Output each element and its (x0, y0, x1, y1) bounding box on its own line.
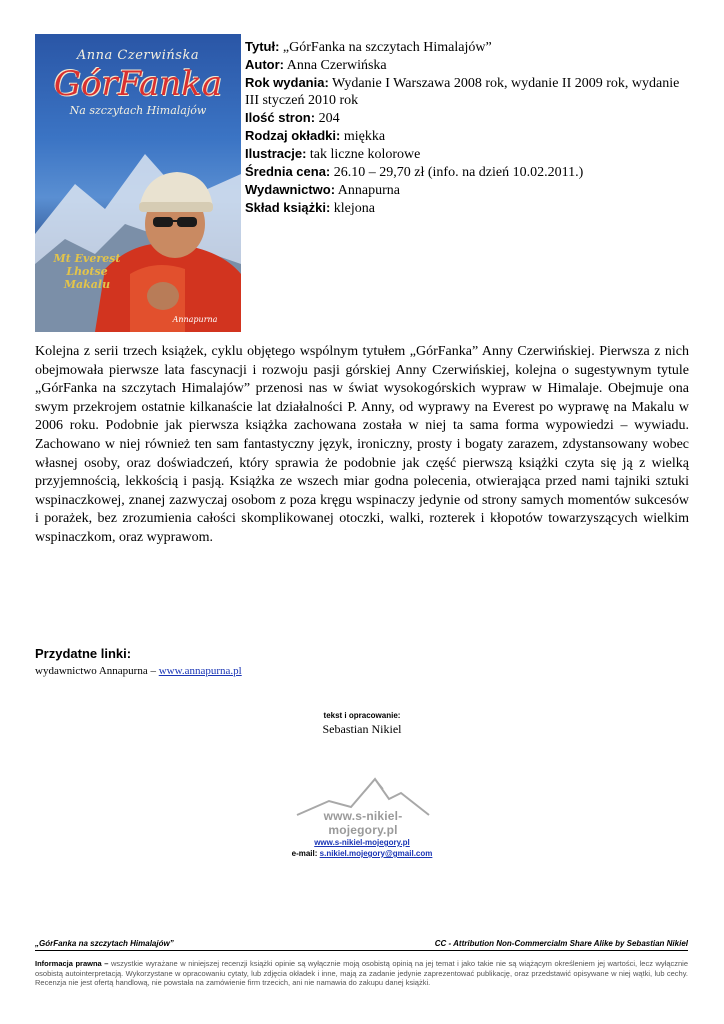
detail-label: Rodzaj okładki: (245, 128, 341, 143)
site-logo (289, 775, 437, 835)
links-line (35, 665, 242, 677)
email-link[interactable]: s.nikiel.mojegory@gmail.com (319, 849, 433, 858)
detail-label: Ilość stron: (245, 110, 316, 125)
detail-row-title (245, 38, 685, 56)
detail-label: Rok wydania: (245, 75, 329, 90)
email-label: e-mail: (291, 849, 320, 858)
detail-value: miękka (343, 129, 386, 144)
book-cover-image (35, 34, 241, 332)
detail-value: Wydanie I Warszawa 2008 rok, wydanie II 2009 rok, wydanie III styczeń 2010 rok (245, 76, 680, 108)
cover-peak-item: Mt Everest (53, 252, 121, 265)
cover-publisher-logo: Annapurna (172, 315, 218, 324)
legal-notice (35, 959, 688, 988)
cover-author-text: Anna Czerwińska (76, 48, 200, 63)
page-footer (35, 939, 688, 951)
link-prefix: wydawnictwo Annapurna – (35, 665, 159, 677)
detail-row-author (245, 56, 685, 74)
detail-label: Autor: (245, 57, 284, 72)
detail-label: Tytuł: (245, 39, 280, 54)
detail-value: tak liczne kolorowe (309, 147, 421, 162)
detail-value: klejona (333, 201, 375, 216)
cover-title-text: GórFanka (53, 64, 223, 104)
legal-notice-label: Informacja prawna – (35, 959, 111, 968)
cover-subtitle-text: Na szczytach Himalajów (69, 104, 207, 117)
publisher-website-link[interactable]: www.annapurna.pl (158, 665, 242, 677)
detail-label: Skład książki: (245, 200, 331, 215)
email-line (0, 849, 724, 858)
links-heading: Przydatne linki: (35, 646, 132, 661)
cover-peaks-list (47, 252, 127, 291)
detail-label: Wydawnictwo: (245, 182, 336, 197)
site-link[interactable]: www.s-nikiel-mojegory.pl (314, 838, 410, 847)
cover-peak-item: Makalu (63, 278, 111, 291)
review-paragraph: Kolejna z serii trzech książek, cyklu objętego wspólnym tytułem „GórFanka” Anny Czerwińskiej. Pierwsza z nich obejmowała pierwsze lata fascynacji i rozwoju pasji górskiej Anny Czerwińskiej, kolejna o sugestywnym tytule „GórFanka na szczytach Himalajów” przenosi nas w świat wysokogórskich wypraw w Himalaje. Obejmuje ona swym przekrojem ostatnie kilkanaście lat działalności P. Anny, od wyprawy na Everest po wyprawę na Makalu w 2006 roku. Podobnie jak pierwsza książka zachowana została w niej ta sama forma wypowiedzi – wywiadu. Zachowano w niej również ten sam fantastyczny język, ironiczny, prosty i bogaty zarazem, zdystansowany wobec własnej osoby, oraz doświadczeń, który sprawia że podobnie jak część pierwszą książki czyta się ją z wielką przyjemnością, lekkością i pasją. Książka ze wszech miar godna polecenia, otwierająca przed nami tajniki sztuki wspinaczkowej, znanej zazwyczaj osobom z poza kręgu wspinaczy jedynie od strony samych momentów sukcesów i porażek, bez zrozumienia całości skomplikowanej otoczki, walki, rozterek i kłopotów towarzyszących wielkim wspinaczkom, oraz wyprawom. (35, 344, 689, 545)
detail-label: Ilustracje: (245, 146, 307, 161)
detail-row-pages (245, 109, 685, 127)
book-details (245, 38, 685, 217)
credit-label: tekst i opracowanie: (323, 711, 401, 720)
detail-row-illustrations (245, 145, 685, 163)
detail-row-price (245, 163, 685, 181)
detail-value: 26.10 – 29,70 zł (info. na dzień 10.02.2011.) (333, 165, 584, 180)
detail-value: Anna Czerwińska (286, 58, 387, 73)
footer-license: CC - Attribution Non-Commercialm Share Alike by Sebastian Nikiel (434, 939, 688, 948)
detail-value: 204 (318, 111, 340, 126)
detail-label: Średnia cena: (245, 164, 331, 179)
logo-text: www.s-nikiel-mojegory.pl (323, 809, 403, 837)
legal-notice-text: wszystkie wyrażane w niniejszej recenzji książki opinie są wyłącznie moją osobistą opinią na jej temat i jako takie nie są wiążącym określeniem jej wartości, lecz wyłącznie osobistą autointerpretacją. Wykorzystane w opracowaniu cytaty, lub zdjęcia okładek i inne, mają za zadanie jedynie zaprezentować publikację, oraz przedstawić opisywane w niej wątki, lub cechy. Recenzja nie jest ofertą handlową, nie powstała na zamówienie firm trzecich, ani nie namawia do zakupu danej książki. (35, 959, 689, 988)
cover-peak-item: Lhotse (66, 265, 108, 278)
site-link-line (0, 838, 724, 847)
detail-value: „GórFanka na szczytach Himalajów” (282, 40, 492, 55)
detail-value: Annapurna (337, 183, 400, 198)
detail-row-cover-type (245, 127, 685, 145)
detail-row-binding (245, 199, 685, 217)
detail-row-year (245, 74, 685, 109)
footer-book-title: „GórFanka na szczytach Himalajów” (35, 939, 174, 948)
detail-row-publisher (245, 181, 685, 199)
credit-author-name: Sebastian Nikiel (322, 722, 402, 736)
